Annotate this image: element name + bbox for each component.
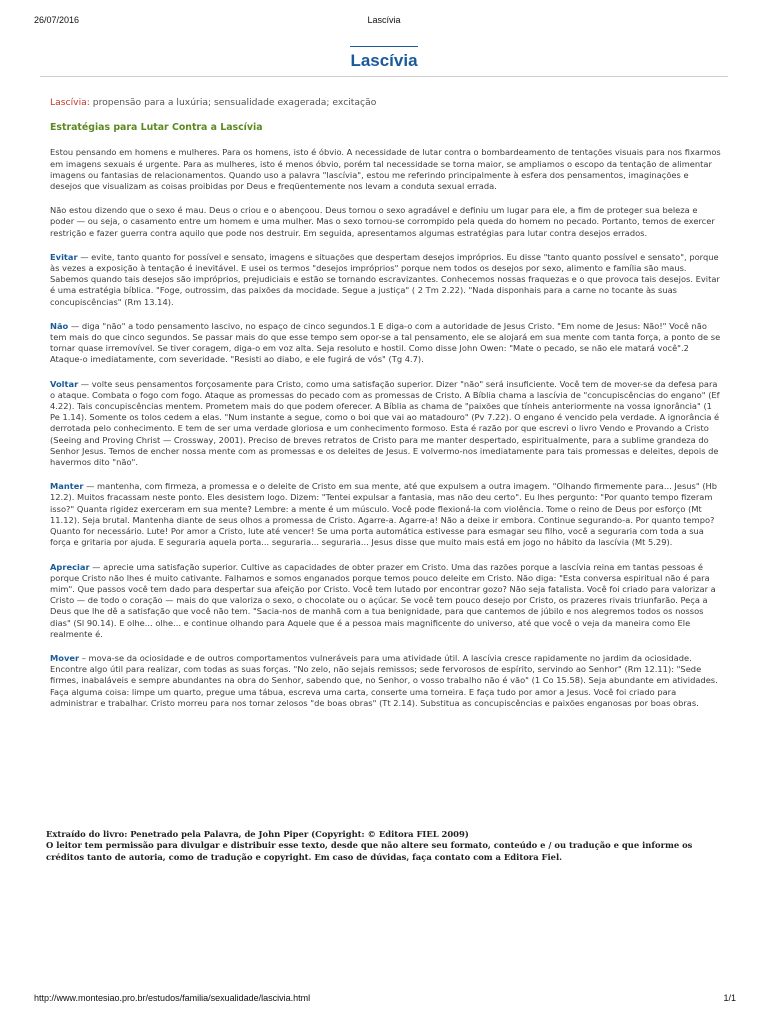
paragraph-text: — volte seus pensamentos forçosamente para Cristo, como uma satisfação superior. Dizer "não" será insuficiente. Você tem de mover-se da defesa para o ataque. Combata o fogo com fogo. Ataque as promessas do pecado com as promessas de Cristo. A Bíblia chama a lascívia de "concupiscências do engano" (Ef 4.22). Tais concupiscências mentem. Prometem mais do que podem oferecer. A Bíblia as chama de "paixões que tínheis anteriormente na vossa ignorância" (1 Pe 1.14). Somente os tolos cedem a elas. "Num instante a segue, como o boi que vai ao matadouro" (Pv 7.22). O engano é vencido pela verdade. A ignorância é derrotada pelo conhecimento. E tem de ser uma verdade gloriosa e um conhecimento formoso. Esta é razão por que escrevi o livro Vendo e Provando a Cristo (Seeing and Proving Christ — Crossway, 2001). Preciso de breves retratos de Cristo para me manter despertado, espiritualmente, para a sublime grandeza do Senhor Jesus. Temos de encher nossa mente com as promessas e os deleites de Jesus. E volvermo-nos imediatamente para tais promessas e deleites, depois de havermos dito "não". (50, 378, 720, 468)
keyword-manter: Manter (50, 481, 84, 492)
definition-text: propensão para a luxúria; sensualidade exagerada; excitação (89, 97, 377, 108)
print-url: http://www.montesiao.pro.br/estudos/familia/sexualidade/lascivia.html (34, 993, 311, 1003)
paragraph-sex-not-evil (50, 205, 722, 239)
paragraph-text: — mantenha, com firmeza, a promessa e o deleite de Cristo em sua mente, até que expulsem a outra imagem. "Olhando firmemente para... Jesus" (Hb 12.2). Muitos fracassam neste ponto. Eles desistem logo. Dizem: "Tentei expulsar a fantasia, mas não deu certo". Eu lhes pergunto: "Por quanto tempo fizeram isso?" Quanta rigidez exerceram em sua mente? Lembre: a mente é um músculo. Você pode flexioná-la com violência. Tome o reino de Deus por esforço (Mt 11.12). Seja brutal. Mantenha diante de seus olhos a promessa de Cristo. Agarre-a. Agarre-a! Não a deixe ir embora. Continue segurando-a. Por quanto tempo? Quanto for necessário. Lute! Por amor a Cristo, lute até vencer! Se uma porta automática estivesse para esmagar seu filho, você a seguraria com toda a sua força e gritaria por ajuda. E seguraria aquela porta... seguraria... seguraria... Jesus disse que muito mais está em jogo no hábito da lascívia (Mt 5.29). (50, 481, 718, 548)
paragraph-text: — aprecie uma satisfação superior. Cultive as capacidades de obter prazer em Cristo. Uma das razões porque a lascívia reina em tantas pessoas é porque Cristo não lhes é muito cativante. Falhamos e somos enganados porque temos pouco deleite em Cristo. Não diga: "Esta conversa espiritual não é para mim". Que passos você tem dado para despertar sua afeição por Cristo. Você tem lutado por encontrar gozo? Não seja fatalista. Você foi criado para valorizar a Cristo — de todo o coração — mais do que valoriza o sexo, o chocolate ou o açúcar. Se você tem pouco desejo por Cristo, os prazeres rivais triunfarão. Peça a Deus que lhe dê a satisfação que você não tem. "Sacia-nos de manhã com a tua benignidade, para que cantemos de júbilo e nos alegremos todos os nossos dias" (Sl 90.14). E olhe... olhe... e continue olhando para Aquele que é a pessoa mais magnificente do universo, até que você o veja da maneira como Ele realmente é. (50, 561, 716, 639)
print-header (0, 15, 768, 27)
paragraph-text: — evite, tanto quanto for possível e sensato, imagens e situações que despertam desejos impróprios. Eu disse "tanto quanto possível e sensato", porque às vezes a exposição à tentação é inevitável. E usei os termos "desejos impróprios" porque nem todos os desejos por sexo, alimento e família são maus. Sabemos quando tais desejos são impróprios, prejudiciais e estão se tornando escravizantes. Conhecemos nossas fraquezas e o que provoca tais desejos. Evitar é uma estratégia bíblica. "Foge, outrossim, das paixões da mocidade. Segue a justiça" ( 2 Tm 2.22). "Nada disponhais para a carne no tocante às suas concupiscências" (Rm 13.14). (50, 251, 720, 307)
title-divider (40, 76, 728, 77)
credits-block (46, 829, 726, 863)
paragraph-manter (50, 481, 722, 548)
keyword-voltar: Voltar (50, 378, 79, 389)
page-title: Lascívia (350, 51, 418, 70)
credits-permission: O leitor tem permissão para divulgar e distribuir esse texto, desde que não altere seu formato, conteúdo e / ou tradução e que informe os créditos tanto de autoria, como de tradução e copyright. Em caso de dúvidas, faça contato com a Editora Fiel. (46, 840, 693, 862)
keyword-apreciar: Apreciar (50, 561, 90, 572)
print-page-count: 1/1 (723, 993, 736, 1003)
keyword-mover: Mover (50, 652, 80, 663)
paragraph-apreciar (50, 562, 722, 640)
title-rule-top (350, 46, 418, 47)
credits-source: Extraído do livro: Penetrado pela Palavra, de John Piper (Copyright: © Editora FIEL 2009) (46, 829, 469, 839)
print-title: Lascívia (367, 15, 401, 25)
section-title: Estratégias para Lutar Contra a Lascívia (50, 122, 263, 134)
paragraph-nao (50, 321, 722, 366)
article-body (50, 97, 722, 722)
print-footer (0, 993, 768, 1005)
paragraph-text: Estou pensando em homens e mulheres. Para os homens, isto é óbvio. A necessidade de lutar contra o bombardeamento de tentações visuais para nos fixarmos em imagens sexuais é urgente. Para as mulheres, isto é menos óbvio, porém tal necessidade se torna maior, se ampliamos o escopo da tentação de alimentar imagens ou fantasias de relacionamentos. Quando uso a palavra "lascívia", estou me referindo principalmente à esfera dos pensamentos, imaginações e desejos que visualizam as coisas proibidas por Deus e freqüentemente nos levam a conduta sexual errada. (50, 147, 721, 192)
paragraph-mover (50, 653, 722, 709)
paragraph-text: — diga "não" a todo pensamento lascivo, no espaço de cinco segundos.1 E diga-o com a autoridade de Jesus Cristo. "Em nome de Jesus: Não!" Você não tem mais do que cinco segundos. Se passar mais do que esse tempo sem opor-se a tal pensamento, ele se alojará em sua mente com tanta força, a ponto de se tornar quase irremovível. Se tiver coragem, diga-o em voz alta. Seja resoluto e hostil. Como disse John Owen: "Mate o pecado, se não ele matará você".2 Ataque-o imediatamente, com severidade. "Resisti ao diabo, e ele fugirá de vós" (Tg 4.7). (50, 320, 721, 365)
title-block (40, 46, 728, 77)
paragraph-intro (50, 147, 722, 192)
definition-term: Lascívia: (50, 97, 90, 108)
print-date: 26/07/2016 (34, 15, 80, 25)
definition (50, 97, 722, 108)
keyword-nao: Não (50, 320, 69, 331)
paragraph-evitar (50, 252, 722, 308)
paragraph-text: – mova-se da ociosidade e de outros comportamentos vulneráveis para uma atividade útil. A lascívia cresce rapidamente no jardim da ociosidade. Encontre algo útil para realizar, com todas as suas forças. "No zelo, não sejais remissos; sede fervorosos de espírito, servindo ao Senhor" (Rm 12.11): "Sede firmes, inabaláveis e sempre abundantes na obra do Senhor, sabendo que, no Senhor, o vosso trabalho não é vão" (1 Co 15.58). Seja abundante em atividades. Faça alguma coisa: limpe um quarto, pregue uma tábua, escreva uma carta, conserte uma torneira. E faça tudo por amor a Jesus. Você foi criado para administrar e trabalhar. Cristo morreu para nos tornar zelosos "de boas obras" (Tt 2.14). Substitua as concupiscências e paixões enganosas por boas obras. (50, 652, 718, 708)
keyword-evitar: Evitar (50, 251, 78, 262)
paragraph-voltar (50, 379, 722, 469)
paragraph-text: Não estou dizendo que o sexo é mau. Deus o criou e o abençoou. Deus tornou o sexo agradável e definiu um lugar para ele, a fim de proteger sua beleza e poder — ou seja, o casamento entre um homem e uma mulher. Mas o sexo tornou-se corrompido pela queda do homem no pecado. Portanto, temos de exercer restrição e fazer guerra contra aquilo que pode nos destruir. Em seguida, apresentamos algumas estratégias para lutar contra desejos errados. (50, 205, 715, 238)
